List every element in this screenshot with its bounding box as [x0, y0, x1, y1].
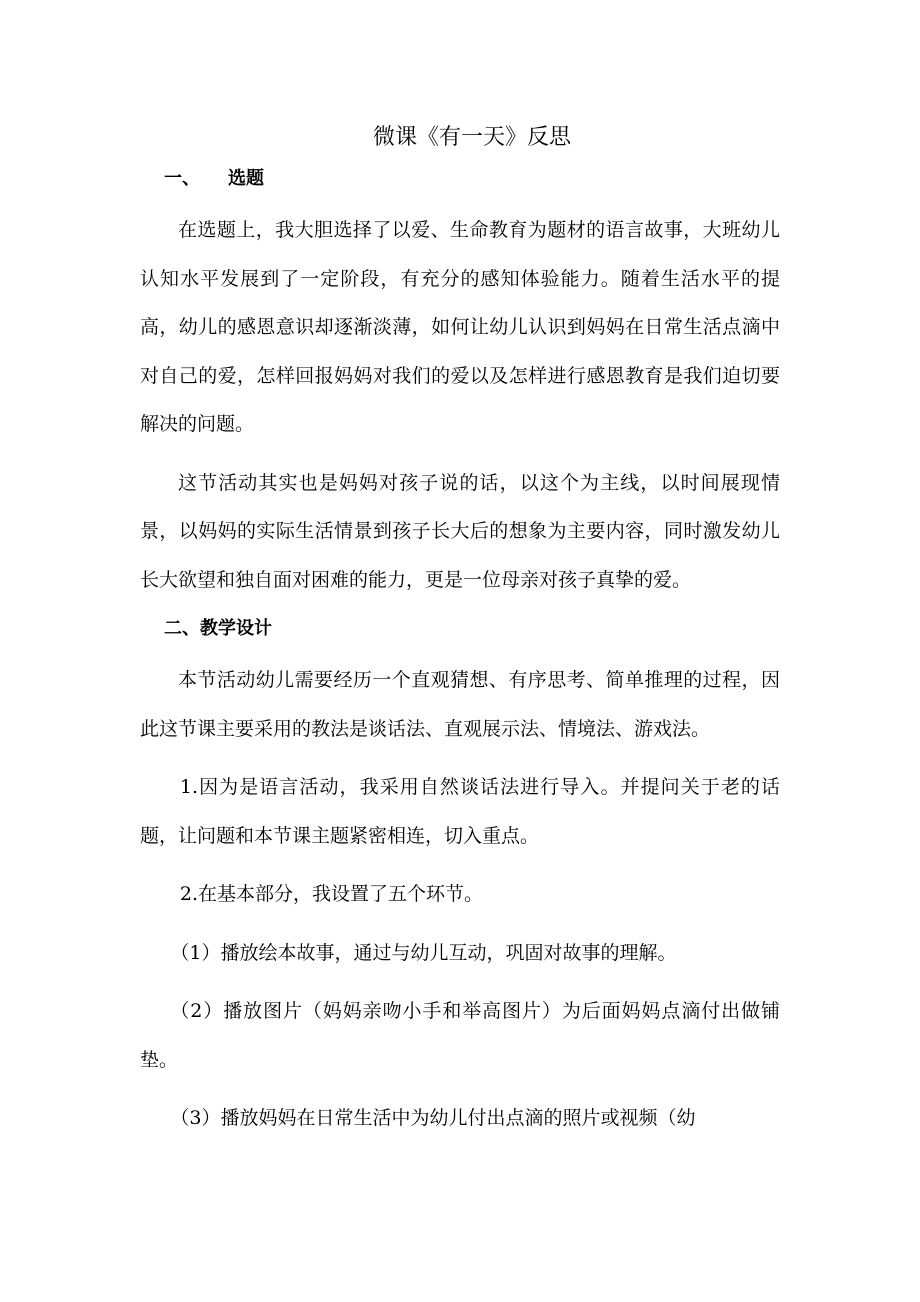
section-number: 二、 — [164, 618, 200, 639]
paragraph-step-1: 1.因为是语言活动，我采用自然谈话法进行导入。并提问关于老的话题，让问题和本节课主题紧密相连，切入重点。 — [140, 776, 780, 847]
document-title: 微课《有一天》反思 — [372, 125, 571, 150]
paragraph-teaching-methods: 本节活动幼儿需要经历一个直观猜想、有序思考、简单推理的过程，因此这节课主要采用的教法是谈话法、直观展示法、情境法、游戏法。 — [140, 669, 780, 740]
paragraph-activity-overview: 这节活动其实也是妈妈对孩子说的话，以这个为主线，以时间展现情景，以妈妈的实际生活情景到孩子长大后的想象为主要内容，同时激发幼儿长大欲望和独自面对困难的能力，更是一位母亲对孩子真挚的爱。 — [140, 471, 780, 591]
document-page — [140, 118, 780, 1153]
section-number: 一、 — [164, 168, 200, 189]
paragraph-substep-3: （3）播放妈妈在日常生活中为幼儿付出点滴的照片或视频（幼 — [170, 1107, 696, 1129]
paragraph-substep-2: （2）播放图片（妈妈亲吻小手和举高图片）为后面妈妈点滴付出做铺垫。 — [140, 1000, 780, 1071]
section-label: 教学设计 — [200, 618, 272, 639]
paragraph-substep-1: （1）播放绘本故事，通过与幼儿互动，巩固对故事的理解。 — [170, 941, 677, 964]
paragraph-step-2: 2.在基本部分，我设置了五个环节。 — [179, 883, 484, 905]
section-heading-teaching-design — [164, 614, 780, 644]
section-heading-topic — [164, 164, 780, 194]
paragraph-topic-selection: 在选题上，我大胆选择了以爱、生命教育为题材的语言故事，大班幼儿认知水平发展到了一定阶段，有充分的感知体验能力。随着生活水平的提高，幼儿的感恩意识却逐渐淡薄，如何让幼儿认识到妈妈在日常生活点滴中对自己的爱，怎样回报妈妈对我们的爱以及怎样进行感恩教育是我们迫切要解决的问题。 — [140, 219, 780, 435]
section-label: 选题 — [228, 168, 264, 189]
